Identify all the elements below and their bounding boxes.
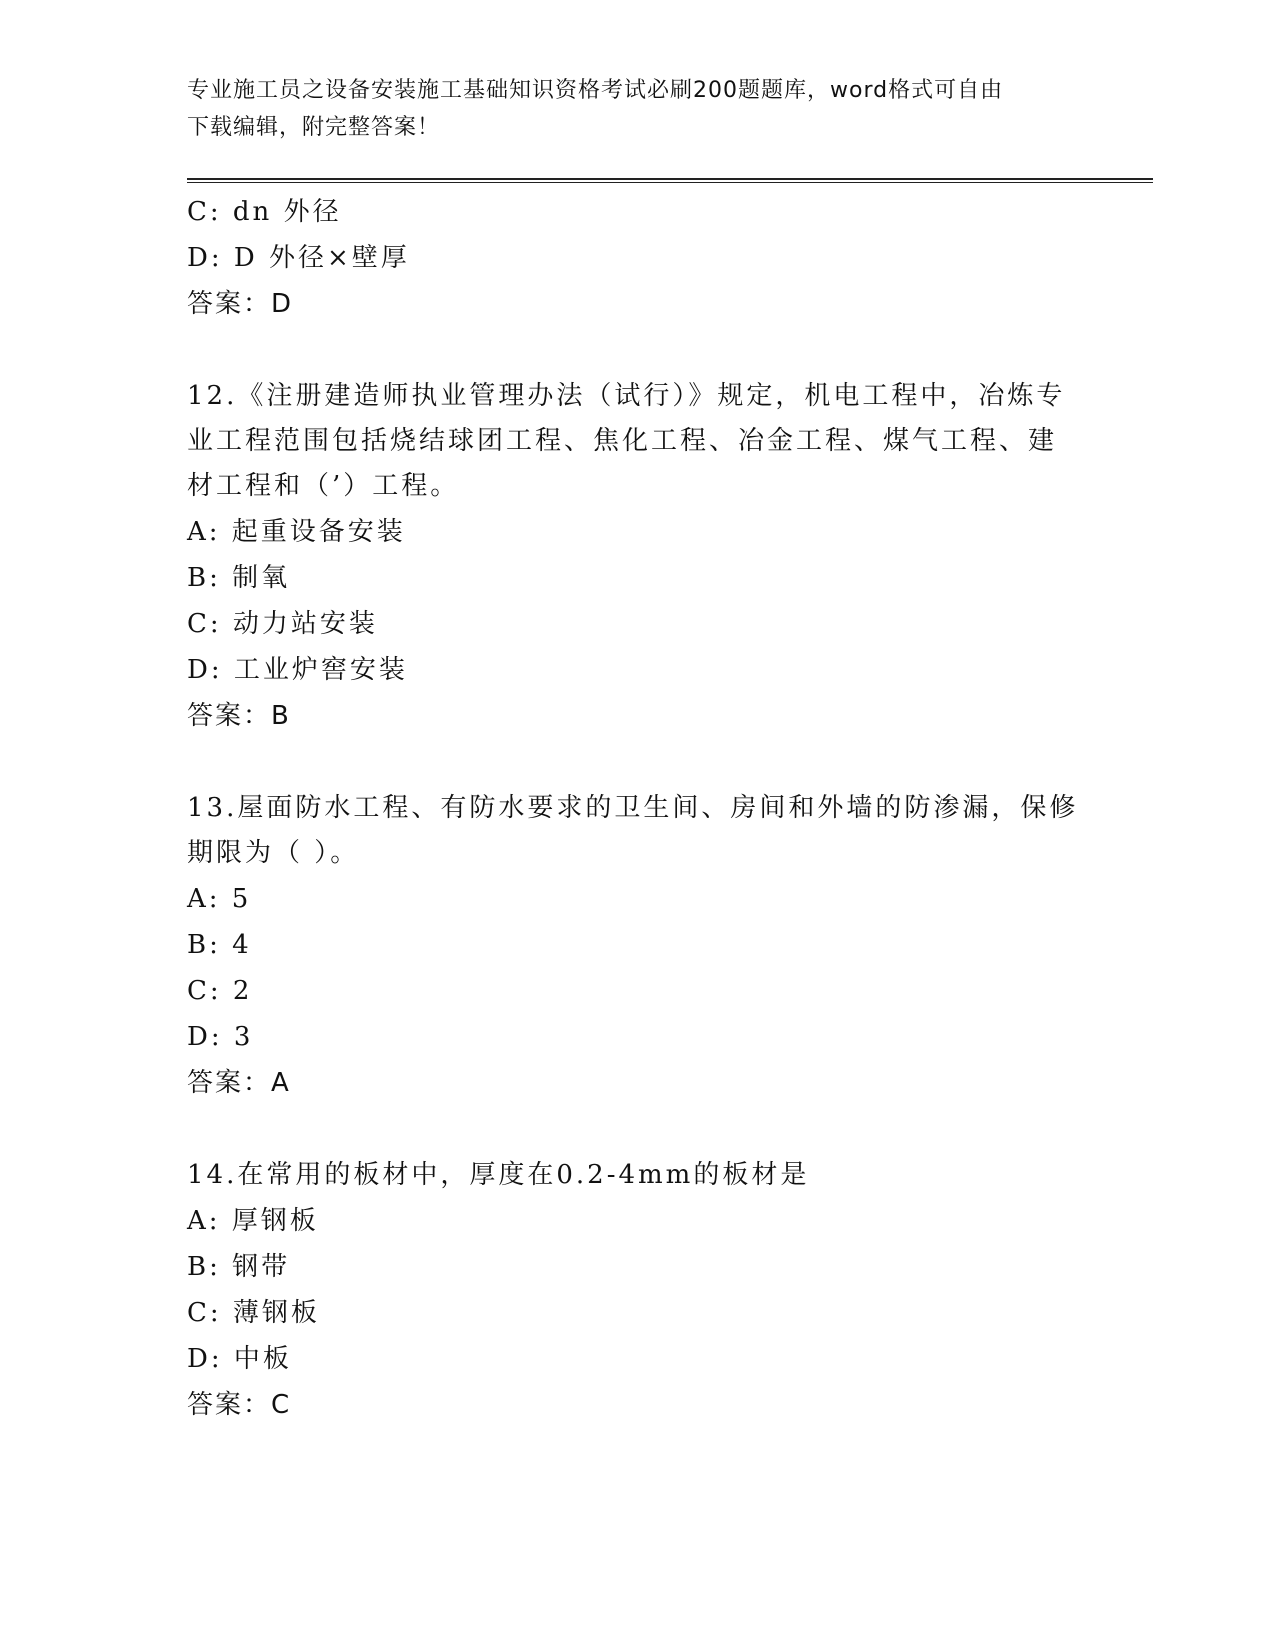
header-title-line-2: 下载编辑，附完整答案！ bbox=[187, 115, 441, 140]
question-text-line: 14.在常用的板材中，厚度在0.2-4mm的板材是 bbox=[187, 1160, 810, 1190]
question-text-line: 期限为（ ）。 bbox=[187, 838, 360, 868]
option-b: B: 制氧 bbox=[187, 563, 291, 593]
option-b: B: 4 bbox=[187, 930, 252, 960]
header-divider-thin bbox=[187, 182, 1153, 183]
option-c: C: 2 bbox=[187, 976, 253, 1006]
question-text-line: 业工程范围包括烧结球团工程、焦化工程、冶金工程、煤气工程、建 bbox=[187, 426, 1058, 456]
question-text-line: 材工程和（’）工程。 bbox=[187, 471, 460, 501]
option-d: D: 3 bbox=[187, 1022, 254, 1052]
answer-line: 答案：C bbox=[187, 1390, 292, 1420]
option-c: C: 动力站安装 bbox=[187, 609, 378, 639]
question-13 bbox=[187, 786, 1087, 1106]
option-b: B: 钢带 bbox=[187, 1252, 291, 1282]
question-14 bbox=[187, 1153, 1087, 1428]
option-c: C: dn 外径 bbox=[187, 197, 342, 227]
document-body bbox=[187, 189, 1087, 1428]
question-text-line: 13.屋面防水工程、有防水要求的卫生间、房间和外墙的防渗漏，保修 bbox=[187, 793, 1079, 823]
answer-line: 答案：D bbox=[187, 289, 294, 319]
option-c: C: 薄钢板 bbox=[187, 1298, 320, 1328]
header-divider bbox=[187, 178, 1153, 180]
answer-line: 答案：A bbox=[187, 1068, 291, 1098]
option-d: D: 工业炉窖安装 bbox=[187, 655, 408, 685]
option-d: D: D 外径×壁厚 bbox=[187, 243, 410, 273]
header-title-line-1: 专业施工员之设备安装施工基础知识资格考试必刷200题题库，word格式可自由 bbox=[187, 78, 1004, 103]
answer-line: 答案：B bbox=[187, 701, 291, 731]
question-text-line: 12.《注册建造师执业管理办法（试行）》规定，机电工程中，冶炼专 bbox=[187, 381, 1066, 411]
prev-question-block bbox=[187, 189, 1087, 327]
option-a: A: 厚钢板 bbox=[187, 1206, 319, 1236]
option-a: A: 5 bbox=[187, 884, 252, 914]
option-d: D: 中板 bbox=[187, 1344, 292, 1374]
document-header bbox=[187, 72, 1087, 146]
question-12 bbox=[187, 374, 1087, 739]
option-a: A: 起重设备安装 bbox=[187, 517, 406, 547]
